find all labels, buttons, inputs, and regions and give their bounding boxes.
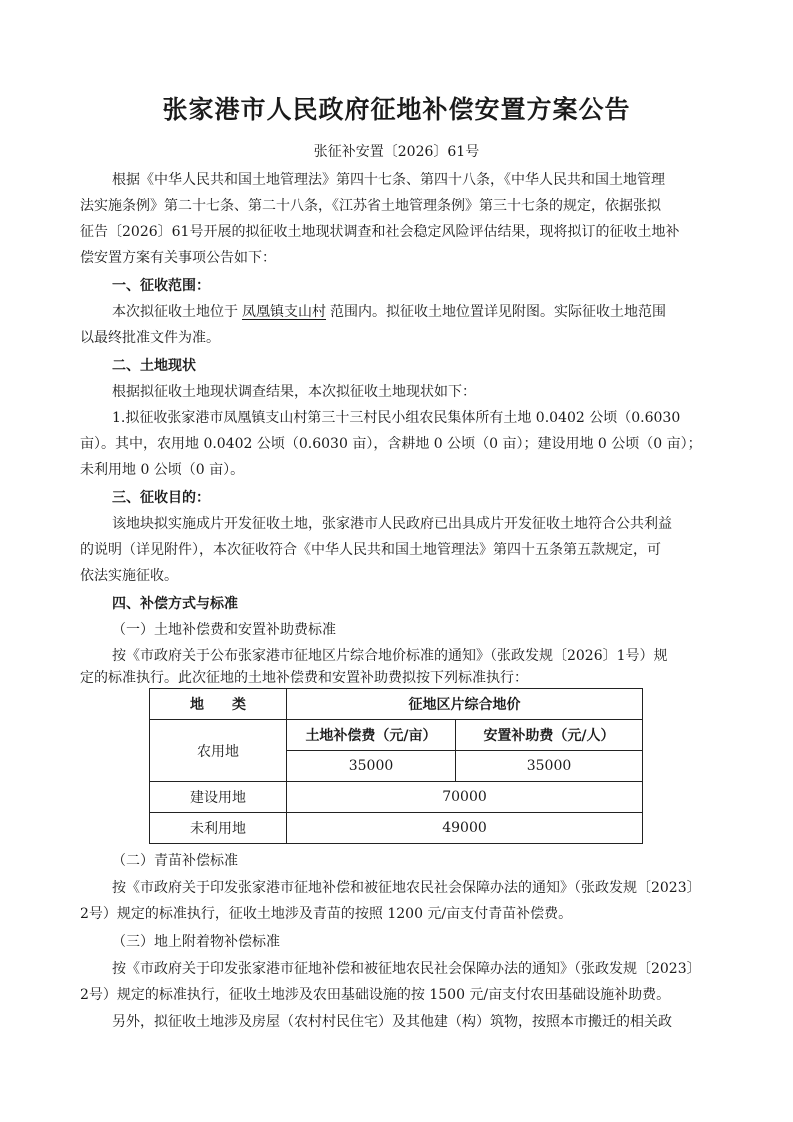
section-text: 以最终批准文件为准。 [80,330,220,346]
section-text: 1.拟征收张家港市凤凰镇支山村第三十三村民小组农民集体所有土地 0.0402 公顷（0.6030 [112,410,681,426]
section-text: 2号）规定的标准执行，征收土地涉及农田基础设施的按 1500 元/亩支付农田基础设施补助费。 [80,987,671,1003]
text-fragment: 本次拟征收土地位于 [112,304,238,320]
section-text: 按《市政府关于印发张家港市征地补偿和被征地农民社会保障办法的通知》（张政发规〔2023〕 [112,880,701,896]
section-text: 定的标准执行。此次征地的土地补偿费和安置补助费拟按下列标准执行： [80,670,528,686]
document-number: 张征补安置〔2026〕61号 [313,144,480,160]
table-row-label: 建设用地 [150,782,287,813]
table-header-cell: 土地补偿费（元/亩） [287,720,456,751]
table-header-cell: 安置补助费（元/人） [456,720,643,751]
section-heading: 四、补偿方式与标准 [112,596,238,612]
section-text: 另外，拟征收土地涉及房屋（农村村民住宅）及其他建（构）筑物，按照本市搬迁的相关政 [112,1014,672,1030]
section-heading: 三、征收目的： [112,490,210,506]
table-cell: 35000 [456,751,643,782]
section-heading: 一、征收范围： [112,278,210,294]
subsection-heading: （二）青苗补偿标准 [112,853,238,869]
section-text [112,302,666,322]
compensation-table [149,688,643,844]
text-fragment: 范围内。拟征收土地位置详见附图。实际征收土地范围 [330,304,666,320]
subsection-heading: （三）地上附着物补偿标准 [112,934,280,950]
table-cell: 70000 [287,782,643,813]
intro-line: 征告〔2026〕61号开展的拟征收土地现状调查和社会稳定风险评估结果，现将拟订的征收土地补 [80,224,680,240]
section-text: 按《市政府关于印发张家港市征地补偿和被征地农民社会保障办法的通知》（张政发规〔2023〕 [112,961,701,977]
section-text: 的说明（详见附件），本次征收符合《中华人民共和国土地管理法》第四十五条第五款规定，可 [80,542,661,558]
table-cell: 35000 [287,751,456,782]
subsection-heading: （一）土地补偿费和安置补助费标准 [112,622,336,638]
section-text: 2号）规定的标准执行，征收土地涉及青苗的按照 1200 元/亩支付青苗补偿费。 [80,906,573,922]
section-text: 依法实施征收。 [80,568,178,584]
section-text: 亩）。其中，农用地 0.0402 公顷（0.6030 亩），含耕地 0 公顷（0 亩）；建设用地 0 公顷（0 亩）； [80,436,702,452]
section-text: 根据拟征收土地现状调查结果，本次拟征收土地现状如下： [112,384,476,400]
page-title: 张家港市人民政府征地补偿安置方案公告 [162,95,631,124]
section-text: 未利用地 0 公顷（0 亩）。 [80,462,245,478]
table-cell: 49000 [287,813,643,844]
section-heading: 二、土地现状 [112,358,196,374]
section-text: 按《市政府关于公布张家港市征地区片综合地价标准的通知》（张政发规〔2026〕1号）规 [112,648,668,664]
table-header-cell: 征地区片综合地价 [287,689,643,720]
table-row-label: 农用地 [150,720,287,782]
intro-line: 偿安置方案有关事项公告如下： [80,250,276,266]
underlined-place-name: 凤凰镇支山村 [242,304,326,320]
section-text: 该地块拟实施成片开发征收土地，张家港市人民政府已出具成片开发征收土地符合公共利益 [112,516,672,532]
intro-line: 法实施条例》第二十七条、第二十八条，《江苏省土地管理条例》第三十七条的规定，依据张拟 [80,198,661,214]
intro-line: 根据《中华人民共和国土地管理法》第四十七条、第四十八条，《中华人民共和国土地管理 [112,172,665,188]
table-header-cell: 地 类 [150,689,287,720]
table-row-label: 未利用地 [150,813,287,844]
